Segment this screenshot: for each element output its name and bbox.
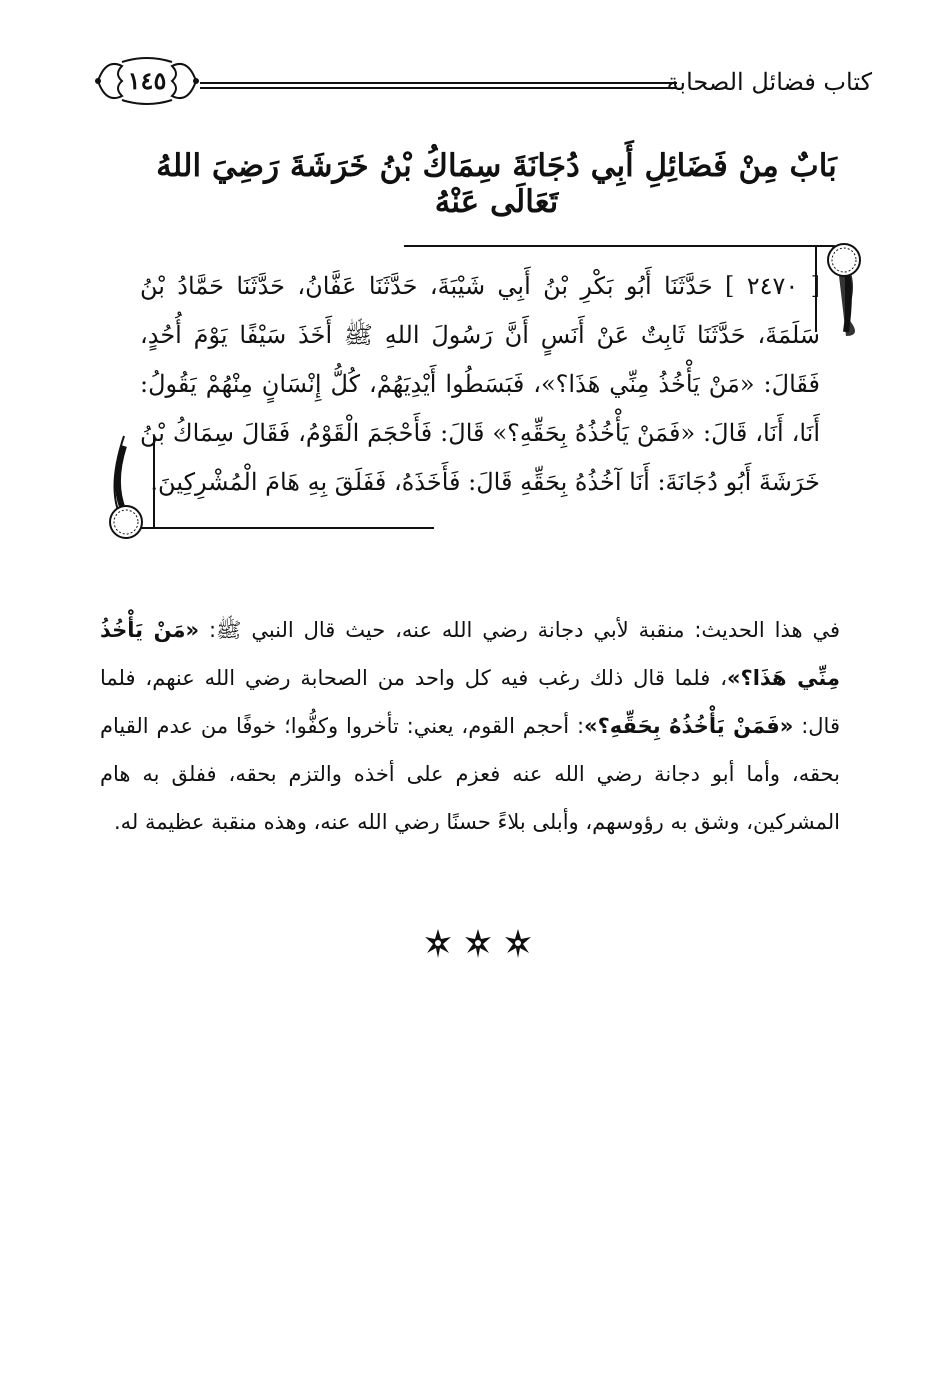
- commentary-quote-2: «فَمَنْ يَأْخُذُهُ بِحَقِّهِ؟»: [584, 714, 794, 738]
- page-header: [92, 52, 872, 112]
- commentary-part-3: : أحجم القوم، يعني: تأخروا وكفُّوا؛ خوفًا من عدم القيام بحقه، وأما أبو دجانة رضي الله عنه فعزم على أخذه والتزم بحقه، ففلق به هام المشركين، وشق به رؤوسهم، وأبلى بلاءً حسنًا رضي الله عنه، وهذه منقبة عظيمة له.: [100, 714, 840, 834]
- hadith-text-block: [140, 262, 820, 507]
- commentary-quote-1: «مَنْ يَأْخُذُ مِنِّي هَذَا؟»: [100, 618, 840, 690]
- commentary-paragraph: [100, 606, 840, 846]
- section-end-stars-icon: [418, 926, 538, 960]
- header-rule: [200, 82, 677, 89]
- chapter-heading: بَابٌ مِنْ فَضَائِلِ أَبِي دُجَانَةَ سِمَاكُ بْنُ خَرَشَةَ رَضِيَ اللهُ تَعَالَى عَنْهُ: [156, 148, 837, 220]
- running-title: كتاب فضائل الصحابة: [666, 68, 872, 96]
- hadith-number: [ ٢٤٧٠ ]: [725, 272, 820, 300]
- hadith-body: حَدَّثَنَا أَبُو بَكْرِ بْنُ أَبِي شَيْبَةَ، حَدَّثَنَا عَفَّانُ، حَدَّثَنَا حَمَّادُ بْنُ سَلَمَةَ، حَدَّثَنَا ثَابِتٌ عَنْ أَنَسٍ أَنَّ رَسُولَ اللهِ ﷺ أَخَذَ سَيْفًا يَوْمَ أُحُدٍ، فَقَالَ: «مَنْ يَأْخُذُ مِنِّي هَذَا؟»، فَبَسَطُوا أَيْدِيَهُمْ، كُلُّ إِنْسَانٍ مِنْهُمْ يَقُولُ: أَنَا، أَنَا، قَالَ: «فَمَنْ يَأْخُذُهُ بِحَقِّهِ؟» قَالَ: فَأَحْجَمَ الْقَوْمُ، فَقَالَ سِمَاكُ بْنُ خَرَشَةَ أَبُو دُجَانَةَ: أَنَا آخُذُهُ بِحَقِّهِ قَالَ: فَأَخَذَهُ، فَفَلَقَ بِهِ هَامَ الْمُشْرِكِينَ.: [140, 272, 820, 496]
- page-number: ١٤٥: [127, 66, 167, 95]
- commentary-part-1: في هذا الحديث: منقبة لأبي دجانة رضي الله عنه، حيث قال النبي ﷺ:: [199, 618, 841, 642]
- commentary-part-2: ، فلما قال ذلك رغب فيه كل واحد من الصحابة رضي الله عنهم، فلما قال:: [100, 666, 840, 738]
